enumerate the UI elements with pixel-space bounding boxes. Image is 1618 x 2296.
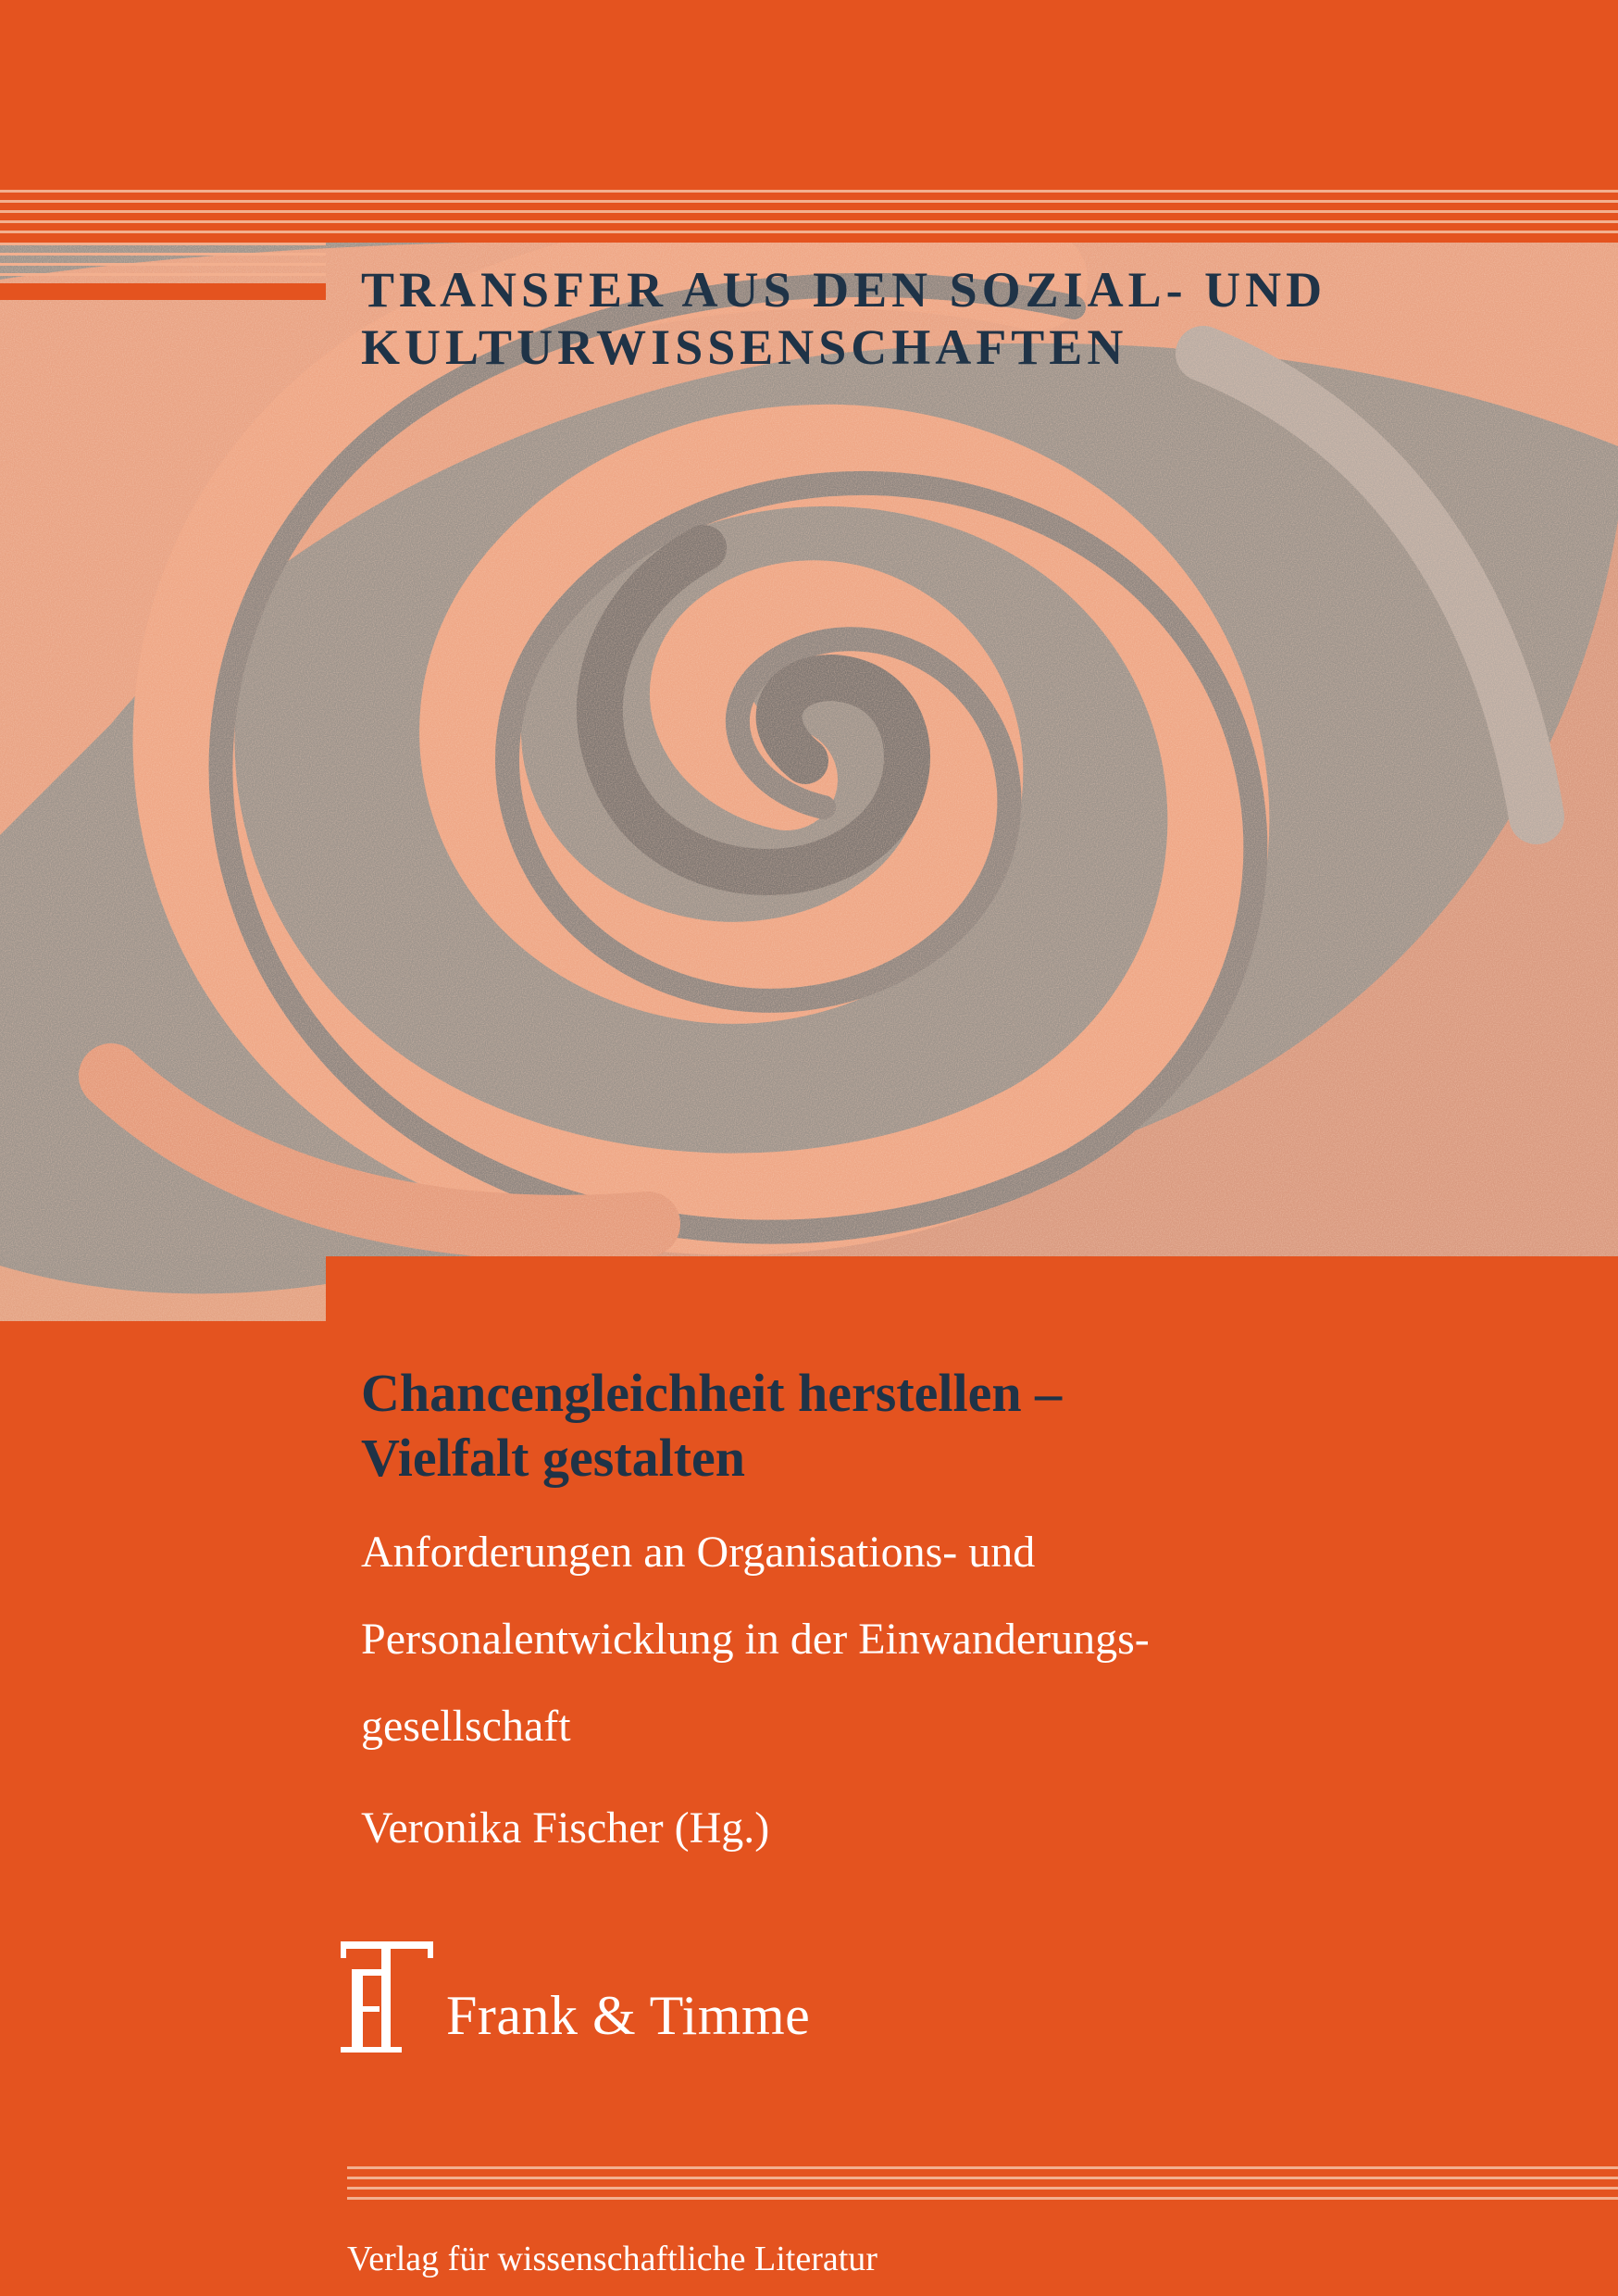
publisher-logo-mark-icon	[333, 1930, 444, 2069]
publisher-name: Frank & Timme	[446, 1985, 811, 2046]
subtitle-line-1: Anforderungen an Organisations- und	[361, 1528, 1036, 1577]
subtitle-line-2: Personalentwicklung in der Einwanderungs-	[361, 1615, 1150, 1664]
top-rule-lines	[0, 190, 1618, 245]
series-title-line-2: KULTURWISSENSCHAFTEN	[361, 319, 1128, 375]
publisher-logo	[333, 1930, 981, 2069]
book-title-line-1: Chancengleichheit herstellen –	[361, 1363, 1063, 1423]
bottom-rule-4	[347, 2197, 1618, 2200]
bottom-rule-3	[347, 2187, 1618, 2190]
publisher-tagline: Verlag für wissenschaftliche Literatur	[347, 2240, 877, 2278]
subtitle-line-3: gesellschaft	[361, 1702, 571, 1751]
series-title-line-1: TRANSFER AUS DEN SOZIAL- UND	[361, 262, 1327, 318]
book-title-line-2: Vielfalt gestalten	[361, 1428, 746, 1488]
cover-swirl-image	[0, 243, 1618, 1256]
left-rule-lines	[0, 243, 326, 300]
editor-name: Veronika Fischer (Hg.)	[361, 1803, 770, 1853]
series-title	[361, 261, 1564, 376]
bottom-rule-2	[347, 2177, 1618, 2179]
book-subtitle	[361, 1509, 1564, 1770]
bottom-rule-1	[347, 2166, 1618, 2169]
cover-swirl-image-extension	[0, 1256, 326, 1321]
book-title	[361, 1361, 1564, 1491]
